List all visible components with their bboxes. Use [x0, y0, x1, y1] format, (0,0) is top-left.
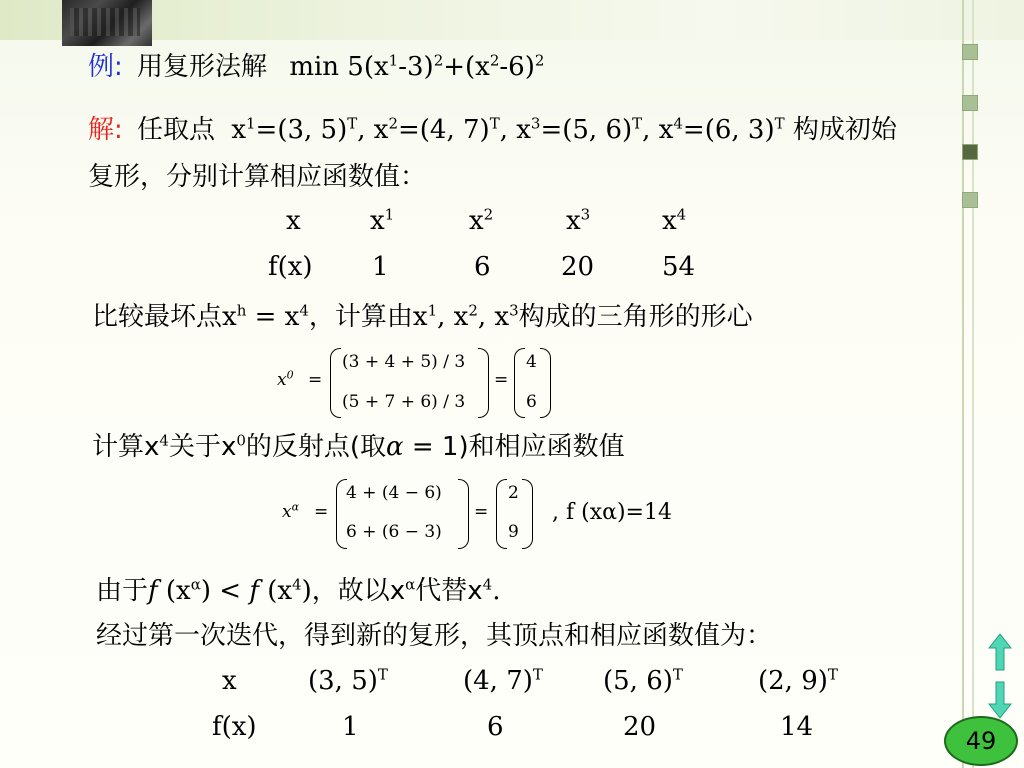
- obj-part: -3): [398, 52, 434, 82]
- obj-part: -6): [499, 52, 535, 82]
- result-value: 4: [526, 352, 537, 372]
- table2-row-label: f(x): [212, 712, 257, 742]
- point-transpose: T: [632, 114, 643, 133]
- solution-text: 构成初始: [792, 115, 897, 145]
- right-paren: [540, 348, 551, 418]
- since-math: (x: [258, 576, 293, 606]
- solution-text: 任取点: [137, 115, 216, 145]
- compare-math: x: [222, 302, 237, 332]
- table2-header: [463, 666, 543, 696]
- table2-header: [308, 666, 388, 696]
- lhs-base: x: [282, 502, 292, 522]
- solution-label: 解: [88, 115, 115, 145]
- matrix-row: 4 + (4 − 6): [346, 483, 442, 503]
- point-separator: ,: [642, 115, 659, 145]
- example-label: 例: [88, 52, 115, 82]
- since-text: ，故以x: [311, 576, 406, 606]
- since-line: [96, 576, 500, 606]
- since-text: 由于: [96, 576, 149, 606]
- compare-math: , x: [477, 302, 510, 332]
- lhs-sup: 0: [286, 368, 294, 382]
- result-value: 2: [508, 483, 519, 503]
- table2-value: 6: [487, 712, 504, 742]
- equals-sign: =: [474, 502, 489, 522]
- point-value: =(4, 7): [398, 115, 490, 145]
- reflection-lhs: [282, 502, 299, 522]
- header-sup: 1: [384, 205, 395, 224]
- since-math: f: [249, 576, 259, 606]
- left-paren: [330, 348, 341, 418]
- centroid-lhs: [277, 370, 294, 390]
- header-base: (2, 9): [758, 666, 828, 696]
- compare-sup: 1: [427, 301, 438, 320]
- header-sup: 2: [483, 205, 494, 224]
- lhs-sup: α: [291, 500, 300, 514]
- example-colon: :: [114, 52, 123, 82]
- since-math: ): [301, 576, 312, 606]
- point-value: =(6, 3): [682, 115, 775, 145]
- table2-value: 20: [623, 712, 657, 742]
- since-math: ) <: [200, 576, 250, 606]
- point-sup: 4: [673, 114, 683, 133]
- alpha-symbol: α: [386, 432, 404, 462]
- compare-sup: h: [236, 301, 247, 320]
- decor-square: [962, 44, 978, 60]
- compare-sup: 4: [299, 301, 309, 320]
- header-sup: 4: [676, 205, 687, 224]
- header-band: [0, 0, 1024, 40]
- solution-line-2: 复形，分别计算相应函数值：: [88, 162, 427, 192]
- initial-point: [659, 115, 793, 145]
- left-paren: [514, 348, 525, 418]
- table1-value: 54: [662, 252, 696, 282]
- table1-row-label: f(x): [268, 252, 313, 282]
- reflect-text: 关于x: [168, 432, 237, 462]
- equals-sign: =: [308, 370, 323, 390]
- compare-sup: 2: [468, 301, 478, 320]
- objective-function: [289, 52, 544, 82]
- result-value: 6: [526, 392, 537, 412]
- table1-header: [662, 206, 686, 236]
- decorative-photo: [62, 0, 152, 46]
- up-arrow-icon[interactable]: [988, 632, 1012, 672]
- header-sup: T: [377, 665, 388, 684]
- compare-text: 比较最坏点: [92, 302, 223, 332]
- right-paren: [478, 348, 489, 418]
- reflect-sup: 0: [236, 431, 246, 450]
- reflect-line: [92, 432, 625, 462]
- solution-line: [88, 115, 897, 145]
- right-paren: [522, 479, 533, 549]
- result-value: 9: [508, 522, 519, 542]
- table1-value: 6: [474, 252, 491, 282]
- point-value: =(5, 6): [540, 115, 633, 145]
- since-sup: α: [405, 575, 416, 594]
- header-base: x: [469, 206, 484, 236]
- table2-header-label: x: [222, 666, 237, 696]
- compare-math: x: [412, 302, 428, 332]
- matrix-row: 6 + (6 − 3): [346, 522, 442, 542]
- compare-text: 构成的三角形的形心: [518, 302, 753, 332]
- matrix-row: (5 + 7 + 6) / 3: [342, 392, 466, 412]
- obj-sup: 2: [534, 51, 545, 70]
- header-sup: T: [672, 665, 683, 684]
- table1-header: [566, 206, 590, 236]
- iteration-line: 经过第一次迭代，得到新的复形，其顶点和相应函数值为：: [96, 621, 773, 651]
- header-sup: 3: [580, 205, 591, 224]
- header-base: (5, 6): [603, 666, 673, 696]
- point-transpose: T: [489, 114, 500, 133]
- header-base: x: [370, 206, 385, 236]
- table1-header-label: x: [286, 206, 301, 236]
- reflect-text: 的反射点(取: [245, 432, 387, 462]
- since-math: f: [148, 576, 158, 606]
- point-sup: 1: [246, 114, 256, 133]
- point-separator: ,: [357, 115, 374, 145]
- table2-value: 1: [342, 712, 359, 742]
- matrix-row: (3 + 4 + 5) / 3: [342, 352, 466, 372]
- decor-square: [962, 144, 978, 160]
- solution-colon: :: [114, 115, 123, 145]
- since-sup: α: [190, 575, 201, 594]
- point-separator: ,: [499, 115, 517, 145]
- equals-sign: =: [314, 502, 329, 522]
- obj-sup: 1: [388, 51, 399, 70]
- obj-sup: 2: [489, 51, 500, 70]
- point-transpose: T: [774, 114, 785, 133]
- point-var: x: [658, 115, 674, 145]
- lhs-base: x: [277, 370, 287, 390]
- point-var: x: [516, 115, 531, 145]
- since-sup: 4: [292, 575, 302, 594]
- table2-value: 14: [780, 712, 814, 742]
- compare-text: ，计算由: [308, 302, 413, 332]
- right-paren: [458, 479, 469, 549]
- example-intro: 用复形法解: [137, 52, 268, 82]
- compare-math: = x: [246, 302, 300, 332]
- point-sup: 2: [388, 114, 398, 133]
- initial-points: [231, 115, 793, 145]
- obj-sup: 2: [433, 51, 444, 70]
- point-transpose: T: [347, 114, 358, 133]
- equals-sign: =: [494, 370, 509, 390]
- reflect-text: = 1)和相应函数值: [403, 432, 625, 462]
- header-sup: T: [827, 665, 838, 684]
- header-base: x: [662, 206, 677, 236]
- initial-point: [516, 115, 658, 145]
- page-number-badge: [944, 716, 1018, 766]
- reflect-sup: 4: [159, 431, 169, 450]
- header-base: (4, 7): [463, 666, 533, 696]
- table2-header: [758, 666, 838, 696]
- point-var: x: [231, 115, 246, 145]
- left-paren: [496, 479, 507, 549]
- page-number: 49: [965, 727, 997, 755]
- initial-point: [374, 115, 516, 145]
- header-base: x: [566, 206, 581, 236]
- down-arrow-icon[interactable]: [988, 680, 1012, 720]
- compare-math: , x: [437, 302, 469, 332]
- table2-header: [603, 666, 683, 696]
- since-sup: 4: [482, 575, 493, 594]
- header-sup: T: [532, 665, 543, 684]
- reflect-text: 计算x: [92, 432, 160, 462]
- table1-value: 1: [372, 252, 389, 282]
- compare-line: [92, 302, 753, 332]
- compare-sup: 3: [509, 301, 519, 320]
- point-separator: [785, 115, 793, 145]
- table1-header: [370, 206, 394, 236]
- table1-header: [469, 206, 493, 236]
- point-value: =(3, 5): [255, 115, 348, 145]
- since-text: .: [492, 576, 501, 606]
- point-sup: 3: [530, 114, 541, 133]
- obj-part: +(x: [443, 52, 490, 82]
- example-line: [88, 52, 544, 82]
- initial-point: [231, 115, 373, 145]
- decor-square: [962, 192, 978, 208]
- reflection-function-value: , f (xα)=14: [552, 500, 672, 525]
- table1-value: 20: [561, 252, 595, 282]
- decor-line: [962, 0, 964, 768]
- decor-line: [972, 0, 974, 768]
- obj-part: min 5(x: [289, 52, 389, 82]
- point-var: x: [373, 115, 389, 145]
- decor-square: [962, 95, 978, 111]
- header-base: (3, 5): [308, 666, 378, 696]
- since-text: 代替x: [415, 576, 483, 606]
- since-math: (x: [157, 576, 191, 606]
